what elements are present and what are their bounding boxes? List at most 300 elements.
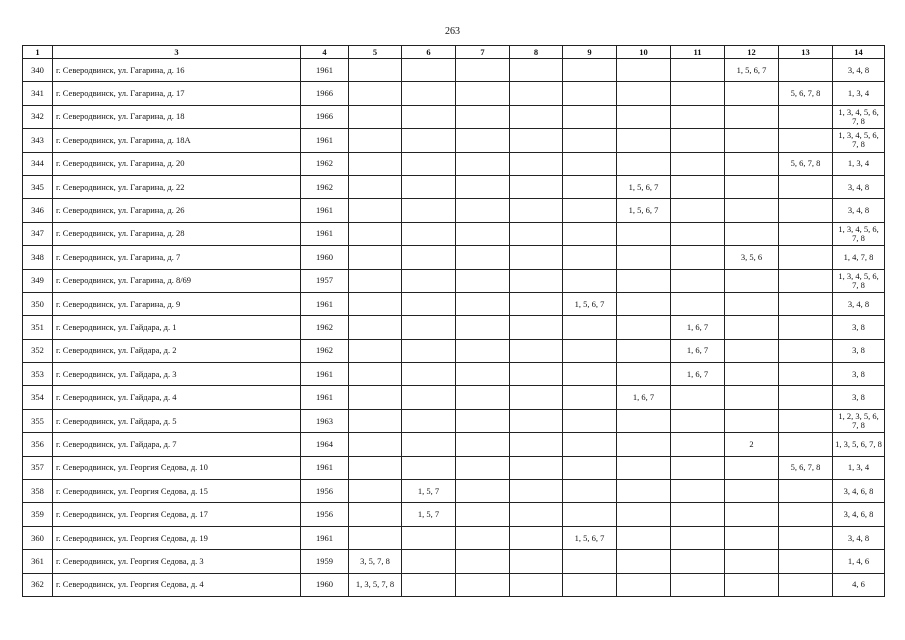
address-cell: г. Северодвинск, ул. Гайдара, д. 7 [53, 433, 301, 456]
address-cell: г. Северодвинск, ул. Георгия Седова, д. 3 [53, 550, 301, 573]
table-row [23, 503, 885, 526]
table-cell [671, 456, 725, 479]
table-cell [349, 456, 402, 479]
table-cell [349, 433, 402, 456]
table-cell [456, 433, 510, 456]
table-cell [779, 526, 833, 549]
address-cell: г. Северодвинск, ул. Гагарина, д. 8/69 [53, 269, 301, 292]
table-cell [402, 433, 456, 456]
year-cell: 1956 [301, 503, 349, 526]
table-cell [671, 292, 725, 315]
table-cell [510, 175, 563, 198]
table-cell [510, 59, 563, 82]
table-cell [563, 59, 617, 82]
table-cell [456, 246, 510, 269]
table-cell [402, 363, 456, 386]
table-cell [349, 292, 402, 315]
address-cell: г. Северодвинск, ул. Гагарина, д. 18А [53, 129, 301, 152]
column-header-13: 13 [779, 46, 833, 59]
table-cell [510, 456, 563, 479]
table-cell [779, 409, 833, 432]
table-cell [671, 269, 725, 292]
table-cell [349, 480, 402, 503]
table-cell [402, 59, 456, 82]
table-cell [725, 292, 779, 315]
table-cell [456, 386, 510, 409]
table-cell [456, 152, 510, 175]
table-cell [563, 480, 617, 503]
table-cell [510, 339, 563, 362]
year-cell: 1964 [301, 433, 349, 456]
table-cell [671, 82, 725, 105]
year-cell: 1961 [301, 222, 349, 245]
table-cell [349, 199, 402, 222]
address-cell: г. Северодвинск, ул. Гайдара, д. 1 [53, 316, 301, 339]
table-cell [671, 526, 725, 549]
table-cell [510, 246, 563, 269]
row-number-cell: 343 [23, 129, 53, 152]
table-cell [456, 363, 510, 386]
table-cell [779, 222, 833, 245]
row-number-cell: 342 [23, 105, 53, 128]
table-cell: 3, 4, 8 [833, 292, 885, 315]
row-number-cell: 351 [23, 316, 53, 339]
table-row [23, 82, 885, 105]
table-row [23, 456, 885, 479]
table-cell [456, 456, 510, 479]
column-header-14: 14 [833, 46, 885, 59]
row-number-cell: 350 [23, 292, 53, 315]
column-header-3: 3 [53, 46, 301, 59]
table-cell [349, 175, 402, 198]
table-cell: 1, 6, 7 [671, 339, 725, 362]
table-cell [779, 175, 833, 198]
column-header-10: 10 [617, 46, 671, 59]
table-cell: 2 [725, 433, 779, 456]
table-cell [349, 503, 402, 526]
table-cell [671, 480, 725, 503]
table-cell [617, 246, 671, 269]
column-header-7: 7 [456, 46, 510, 59]
address-cell: г. Северодвинск, ул. Гагарина, д. 26 [53, 199, 301, 222]
address-cell: г. Северодвинск, ул. Георгия Седова, д. 4 [53, 573, 301, 596]
table-cell [725, 363, 779, 386]
table-cell: 3, 5, 6 [725, 246, 779, 269]
table-row [23, 316, 885, 339]
table-cell [402, 409, 456, 432]
table-row [23, 526, 885, 549]
row-number-cell: 344 [23, 152, 53, 175]
table-cell [563, 129, 617, 152]
row-number-cell: 353 [23, 363, 53, 386]
table-cell [725, 222, 779, 245]
column-header-8: 8 [510, 46, 563, 59]
table-cell [779, 433, 833, 456]
table-cell [671, 152, 725, 175]
table-cell [779, 550, 833, 573]
table-cell [510, 152, 563, 175]
table-cell [456, 175, 510, 198]
table-cell [725, 480, 779, 503]
table-cell: 4, 6 [833, 573, 885, 596]
table-cell [671, 105, 725, 128]
table-cell [779, 503, 833, 526]
table-cell [402, 175, 456, 198]
row-number-cell: 341 [23, 82, 53, 105]
table-cell [617, 339, 671, 362]
table-cell [510, 503, 563, 526]
table-cell [510, 316, 563, 339]
table-cell [456, 409, 510, 432]
table-cell [671, 199, 725, 222]
table-cell [456, 573, 510, 596]
table-row [23, 222, 885, 245]
table-cell [402, 222, 456, 245]
table-cell [563, 222, 617, 245]
address-cell: г. Северодвинск, ул. Гайдара, д. 2 [53, 339, 301, 362]
table-row [23, 199, 885, 222]
year-cell: 1959 [301, 550, 349, 573]
table-cell [779, 316, 833, 339]
table-cell [456, 480, 510, 503]
year-cell: 1963 [301, 409, 349, 432]
year-cell: 1966 [301, 82, 349, 105]
table-cell [510, 199, 563, 222]
table-cell [402, 129, 456, 152]
table-cell [779, 363, 833, 386]
table-cell [779, 480, 833, 503]
table-cell [402, 316, 456, 339]
table-cell [563, 105, 617, 128]
table-cell [349, 409, 402, 432]
year-cell: 1966 [301, 105, 349, 128]
year-cell: 1956 [301, 480, 349, 503]
table-cell [456, 292, 510, 315]
column-header-5: 5 [349, 46, 402, 59]
table-cell [617, 129, 671, 152]
table-cell [456, 503, 510, 526]
table-cell [671, 409, 725, 432]
address-cell: г. Северодвинск, ул. Гайдара, д. 4 [53, 386, 301, 409]
table-cell [617, 573, 671, 596]
table-row [23, 550, 885, 573]
year-cell: 1962 [301, 152, 349, 175]
row-number-cell: 355 [23, 409, 53, 432]
row-number-cell: 359 [23, 503, 53, 526]
table-cell [456, 82, 510, 105]
table-cell: 1, 3, 4, 5, 6, 7, 8 [833, 105, 885, 128]
table-cell [671, 246, 725, 269]
table-cell [725, 526, 779, 549]
table-row [23, 480, 885, 503]
table-row [23, 175, 885, 198]
table-cell: 1, 5, 6, 7 [617, 175, 671, 198]
table-cell [510, 363, 563, 386]
table-cell [402, 386, 456, 409]
table-row [23, 409, 885, 432]
table-cell [510, 433, 563, 456]
table-cell [725, 573, 779, 596]
year-cell: 1962 [301, 175, 349, 198]
table-cell [725, 316, 779, 339]
table-cell [349, 526, 402, 549]
table-cell [725, 409, 779, 432]
year-cell: 1961 [301, 59, 349, 82]
row-number-cell: 352 [23, 339, 53, 362]
table-cell [779, 386, 833, 409]
table-row [23, 246, 885, 269]
table-cell [563, 409, 617, 432]
table-cell [617, 456, 671, 479]
table-cell [349, 339, 402, 362]
table-cell [510, 222, 563, 245]
table-cell [617, 503, 671, 526]
row-number-cell: 360 [23, 526, 53, 549]
table-cell: 3, 4, 6, 8 [833, 503, 885, 526]
column-header-4: 4 [301, 46, 349, 59]
table-cell: 1, 5, 7 [402, 503, 456, 526]
table-cell [349, 59, 402, 82]
table-cell [671, 503, 725, 526]
table-row [23, 269, 885, 292]
table-cell [725, 152, 779, 175]
data-table [22, 45, 885, 597]
address-cell: г. Северодвинск, ул. Гагарина, д. 28 [53, 222, 301, 245]
table-cell [402, 292, 456, 315]
table-cell: 1, 4, 7, 8 [833, 246, 885, 269]
column-header-11: 11 [671, 46, 725, 59]
year-cell: 1960 [301, 573, 349, 596]
table-cell [779, 199, 833, 222]
table-cell: 1, 5, 6, 7 [563, 526, 617, 549]
table-cell: 3, 8 [833, 339, 885, 362]
table-row [23, 105, 885, 128]
table-cell [671, 550, 725, 573]
table-cell: 1, 3, 4 [833, 456, 885, 479]
table-cell [671, 573, 725, 596]
table-cell [725, 199, 779, 222]
year-cell: 1961 [301, 199, 349, 222]
table-cell [510, 526, 563, 549]
year-cell: 1962 [301, 339, 349, 362]
table-cell [510, 292, 563, 315]
table-cell [617, 152, 671, 175]
row-number-cell: 345 [23, 175, 53, 198]
address-cell: г. Северодвинск, ул. Гагарина, д. 22 [53, 175, 301, 198]
table-cell [402, 246, 456, 269]
row-number-cell: 354 [23, 386, 53, 409]
row-number-cell: 340 [23, 59, 53, 82]
table-header-row [23, 46, 885, 59]
address-cell: г. Северодвинск, ул. Гагарина, д. 16 [53, 59, 301, 82]
table-cell: 3, 5, 7, 8 [349, 550, 402, 573]
table-cell: 1, 6, 7 [671, 363, 725, 386]
table-cell [456, 222, 510, 245]
table-cell [510, 129, 563, 152]
table-row [23, 386, 885, 409]
table-cell [456, 526, 510, 549]
table-cell [725, 503, 779, 526]
table-cell: 3, 8 [833, 363, 885, 386]
table-cell [617, 269, 671, 292]
table-row [23, 573, 885, 596]
table-cell [563, 433, 617, 456]
table-cell [563, 152, 617, 175]
table-cell [725, 105, 779, 128]
table-cell [617, 59, 671, 82]
table-cell [563, 316, 617, 339]
table-cell: 1, 5, 7 [402, 480, 456, 503]
table-cell [617, 480, 671, 503]
table-cell [402, 269, 456, 292]
table-cell [349, 222, 402, 245]
table-cell [671, 222, 725, 245]
table-cell: 1, 3, 5, 6, 7, 8 [833, 433, 885, 456]
table-cell [725, 386, 779, 409]
address-cell: г. Северодвинск, ул. Георгия Седова, д. 15 [53, 480, 301, 503]
table-cell [725, 550, 779, 573]
table-cell [402, 550, 456, 573]
table-cell [617, 82, 671, 105]
year-cell: 1961 [301, 363, 349, 386]
address-cell: г. Северодвинск, ул. Гайдара, д. 3 [53, 363, 301, 386]
year-cell: 1961 [301, 129, 349, 152]
column-header-9: 9 [563, 46, 617, 59]
table-cell [617, 550, 671, 573]
table-cell [563, 82, 617, 105]
table-cell [456, 105, 510, 128]
table-cell [779, 573, 833, 596]
table-cell: 1, 2, 3, 5, 6, 7, 8 [833, 409, 885, 432]
table-cell [456, 59, 510, 82]
table-cell [456, 550, 510, 573]
table-cell [671, 433, 725, 456]
table-cell: 1, 3, 4 [833, 152, 885, 175]
table-cell [510, 480, 563, 503]
table-cell [510, 386, 563, 409]
table-row [23, 339, 885, 362]
table-cell: 3, 4, 8 [833, 526, 885, 549]
table-cell [402, 526, 456, 549]
table-row [23, 292, 885, 315]
table-row [23, 129, 885, 152]
table-cell: 3, 4, 8 [833, 199, 885, 222]
table-cell [402, 105, 456, 128]
table-cell [617, 526, 671, 549]
table-cell [617, 433, 671, 456]
table-cell [617, 363, 671, 386]
year-cell: 1961 [301, 526, 349, 549]
table-cell: 1, 4, 6 [833, 550, 885, 573]
table-cell: 1, 6, 7 [617, 386, 671, 409]
page-number: 263 [445, 26, 460, 37]
row-number-cell: 356 [23, 433, 53, 456]
table-cell [617, 409, 671, 432]
table-cell [617, 292, 671, 315]
table-row [23, 363, 885, 386]
table-cell: 1, 3, 4, 5, 6, 7, 8 [833, 269, 885, 292]
table-cell [671, 59, 725, 82]
table-cell [779, 59, 833, 82]
table-cell [779, 246, 833, 269]
table-cell [725, 129, 779, 152]
table-cell [725, 339, 779, 362]
table-cell: 5, 6, 7, 8 [779, 152, 833, 175]
table-cell [779, 292, 833, 315]
table-cell: 1, 6, 7 [671, 316, 725, 339]
address-cell: г. Северодвинск, ул. Георгия Седова, д. 17 [53, 503, 301, 526]
table-cell [349, 269, 402, 292]
address-cell: г. Северодвинск, ул. Гагарина, д. 7 [53, 246, 301, 269]
table-cell: 1, 5, 6, 7 [725, 59, 779, 82]
table-cell: 1, 3, 4, 5, 6, 7, 8 [833, 222, 885, 245]
address-cell: г. Северодвинск, ул. Гагарина, д. 18 [53, 105, 301, 128]
table-cell: 1, 3, 4 [833, 82, 885, 105]
table-cell [779, 105, 833, 128]
table-cell [349, 363, 402, 386]
table-cell [563, 339, 617, 362]
table-cell [563, 573, 617, 596]
table-row [23, 59, 885, 82]
table-cell [456, 339, 510, 362]
year-cell: 1961 [301, 456, 349, 479]
table-body [23, 59, 885, 597]
address-cell: г. Северодвинск, ул. Гагарина, д. 9 [53, 292, 301, 315]
table-cell [779, 269, 833, 292]
table-cell [725, 456, 779, 479]
table-cell [563, 456, 617, 479]
row-number-cell: 346 [23, 199, 53, 222]
table-cell [349, 316, 402, 339]
table-cell [456, 129, 510, 152]
table-cell: 3, 4, 8 [833, 59, 885, 82]
table-cell [563, 199, 617, 222]
table-cell: 1, 3, 5, 7, 8 [349, 573, 402, 596]
table-cell [671, 129, 725, 152]
column-header-12: 12 [725, 46, 779, 59]
table-cell [779, 339, 833, 362]
table-cell [349, 82, 402, 105]
table-cell [510, 105, 563, 128]
column-header-6: 6 [402, 46, 456, 59]
table-cell [349, 386, 402, 409]
table-cell [671, 386, 725, 409]
year-cell: 1961 [301, 292, 349, 315]
address-cell: г. Северодвинск, ул. Гагарина, д. 20 [53, 152, 301, 175]
table-cell [402, 152, 456, 175]
table-cell: 3, 4, 8 [833, 175, 885, 198]
table-cell [349, 129, 402, 152]
row-number-cell: 347 [23, 222, 53, 245]
row-number-cell: 349 [23, 269, 53, 292]
table-cell [402, 573, 456, 596]
column-header-1: 1 [23, 46, 53, 59]
address-cell: г. Северодвинск, ул. Георгия Седова, д. 19 [53, 526, 301, 549]
table-cell: 1, 5, 6, 7 [563, 292, 617, 315]
table-cell: 5, 6, 7, 8 [779, 456, 833, 479]
row-number-cell: 357 [23, 456, 53, 479]
table-cell [725, 269, 779, 292]
table-cell [402, 339, 456, 362]
table-cell [402, 456, 456, 479]
year-cell: 1960 [301, 246, 349, 269]
address-cell: г. Северодвинск, ул. Гагарина, д. 17 [53, 82, 301, 105]
table-cell [563, 175, 617, 198]
table-cell: 1, 5, 6, 7 [617, 199, 671, 222]
row-number-cell: 348 [23, 246, 53, 269]
table-cell [456, 316, 510, 339]
table-cell [349, 105, 402, 128]
